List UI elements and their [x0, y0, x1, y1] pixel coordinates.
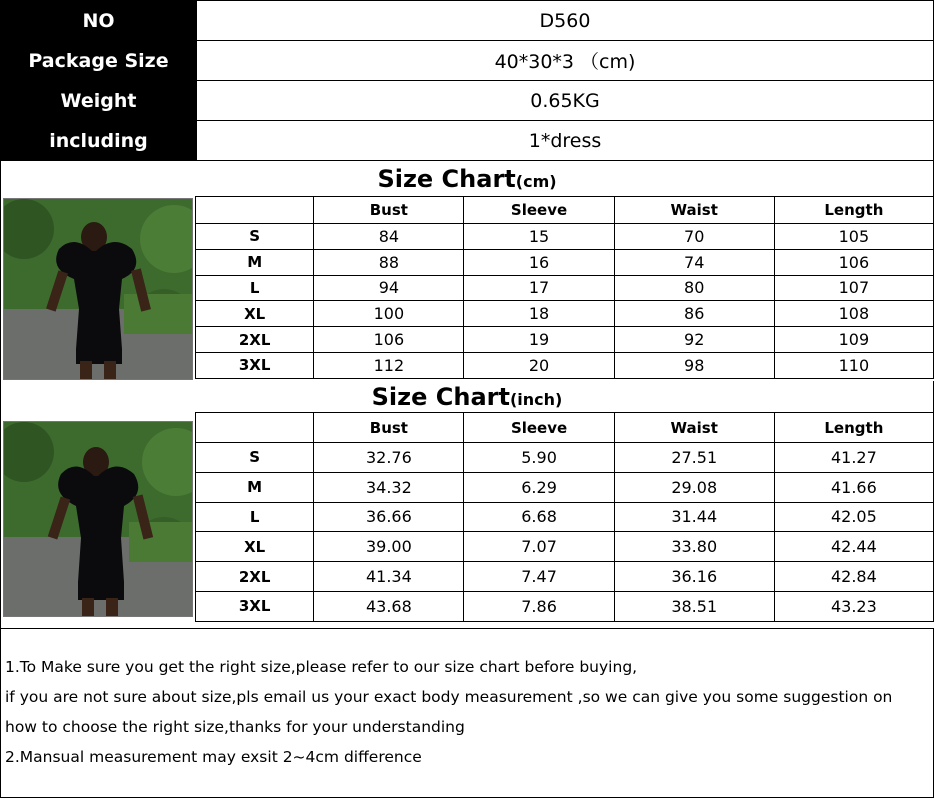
size-chart-cm-table [195, 196, 934, 379]
notes-section [0, 628, 934, 798]
size-label-cell: S [196, 224, 314, 250]
measurement-cell: 80 [614, 275, 774, 301]
note-line-3: how to choose the right size,thanks for your understanding [5, 718, 465, 736]
table-header-row [196, 197, 934, 224]
table-row [196, 249, 934, 275]
measurement-cell: 112 [314, 352, 464, 378]
info-label-weight: Weight [1, 81, 197, 121]
measurement-cell: 7.07 [464, 532, 614, 562]
product-info-table [0, 0, 934, 161]
column-header: Waist [614, 197, 774, 224]
info-value-including: 1*dress [197, 121, 934, 161]
size-label-cell: M [196, 472, 314, 502]
table-row [196, 301, 934, 327]
column-header [196, 413, 314, 443]
info-row-including [1, 121, 934, 161]
info-value-weight: 0.65KG [197, 81, 934, 121]
size-label-cell: 2XL [196, 562, 314, 592]
measurement-cell: 17 [464, 275, 614, 301]
measurement-cell: 107 [774, 275, 933, 301]
measurement-cell: 36.16 [614, 562, 774, 592]
measurement-cell: 7.86 [464, 591, 614, 621]
column-header: Length [774, 413, 933, 443]
size-label-cell: M [196, 249, 314, 275]
size-label-cell: XL [196, 532, 314, 562]
dress-photo-cm [3, 198, 193, 380]
measurement-cell: 42.44 [774, 532, 933, 562]
size-label-cell: XL [196, 301, 314, 327]
measurement-cell: 74 [614, 249, 774, 275]
measurement-cell: 7.47 [464, 562, 614, 592]
info-row-package-size [1, 41, 934, 81]
column-header: Sleeve [464, 413, 614, 443]
info-value-no: D560 [197, 1, 934, 41]
size-chart-inch-title-text: Size Chart [371, 383, 510, 411]
column-header [196, 197, 314, 224]
measurement-cell: 20 [464, 352, 614, 378]
measurement-cell: 6.29 [464, 472, 614, 502]
table-row [196, 443, 934, 473]
column-header: Waist [614, 413, 774, 443]
measurement-cell: 33.80 [614, 532, 774, 562]
measurement-cell: 29.08 [614, 472, 774, 502]
measurement-cell: 19 [464, 327, 614, 353]
measurement-cell: 15 [464, 224, 614, 250]
measurement-cell: 41.27 [774, 443, 933, 473]
table-row [196, 591, 934, 621]
size-chart-inch-unit: (inch) [509, 390, 563, 409]
measurement-cell: 38.51 [614, 591, 774, 621]
table-row [196, 352, 934, 378]
measurement-cell: 94 [314, 275, 464, 301]
measurement-cell: 43.68 [314, 591, 464, 621]
size-label-cell: L [196, 502, 314, 532]
size-chart-cm-unit: (cm) [515, 172, 557, 191]
measurement-cell: 70 [614, 224, 774, 250]
info-row-weight [1, 81, 934, 121]
measurement-cell: 88 [314, 249, 464, 275]
measurement-cell: 16 [464, 249, 614, 275]
table-row [196, 532, 934, 562]
size-chart-cm-title-text: Size Chart [377, 165, 516, 193]
table-row [196, 502, 934, 532]
measurement-cell: 36.66 [314, 502, 464, 532]
note-line-4: 2.Mansual measurement may exsit 2~4cm difference [5, 748, 422, 766]
measurement-cell: 5.90 [464, 443, 614, 473]
measurement-cell: 43.23 [774, 591, 933, 621]
size-label-cell: L [196, 275, 314, 301]
info-label-including: including [1, 121, 197, 161]
size-label-cell: 3XL [196, 352, 314, 378]
measurement-cell: 34.32 [314, 472, 464, 502]
measurement-cell: 106 [774, 249, 933, 275]
size-chart-inch-table [195, 412, 934, 622]
size-label-cell: 2XL [196, 327, 314, 353]
measurement-cell: 100 [314, 301, 464, 327]
size-label-cell: 3XL [196, 591, 314, 621]
table-row [196, 562, 934, 592]
measurement-cell: 39.00 [314, 532, 464, 562]
measurement-cell: 6.68 [464, 502, 614, 532]
info-value-package-size: 40*30*3 （cm) [197, 41, 934, 81]
measurement-cell: 98 [614, 352, 774, 378]
note-line-2: if you are not sure about size,pls email us your exact body measurement ,so we can give you some suggestion on [5, 688, 893, 706]
table-row [196, 275, 934, 301]
measurement-cell: 41.34 [314, 562, 464, 592]
measurement-cell: 31.44 [614, 502, 774, 532]
size-chart-cm-title [0, 161, 934, 197]
note-line-1: 1.To Make sure you get the right size,please refer to our size chart before buying, [5, 658, 638, 676]
measurement-cell: 18 [464, 301, 614, 327]
measurement-cell: 84 [314, 224, 464, 250]
table-row [196, 327, 934, 353]
measurement-cell: 42.05 [774, 502, 933, 532]
measurement-cell: 110 [774, 352, 933, 378]
info-label-no: NO [1, 1, 197, 41]
measurement-cell: 32.76 [314, 443, 464, 473]
measurement-cell: 86 [614, 301, 774, 327]
measurement-cell: 108 [774, 301, 933, 327]
dress-photo-inch [3, 421, 193, 617]
measurement-cell: 106 [314, 327, 464, 353]
measurement-cell: 109 [774, 327, 933, 353]
column-header: Sleeve [464, 197, 614, 224]
column-header: Length [774, 197, 933, 224]
table-row [196, 224, 934, 250]
info-label-package-size: Package Size [1, 41, 197, 81]
measurement-cell: 92 [614, 327, 774, 353]
measurement-cell: 42.84 [774, 562, 933, 592]
measurement-cell: 41.66 [774, 472, 933, 502]
measurement-cell: 27.51 [614, 443, 774, 473]
column-header: Bust [314, 197, 464, 224]
measurement-cell: 105 [774, 224, 933, 250]
info-row-no [1, 1, 934, 41]
table-header-row [196, 413, 934, 443]
size-label-cell: S [196, 443, 314, 473]
table-row [196, 472, 934, 502]
column-header: Bust [314, 413, 464, 443]
size-chart-inch-title [0, 381, 934, 413]
